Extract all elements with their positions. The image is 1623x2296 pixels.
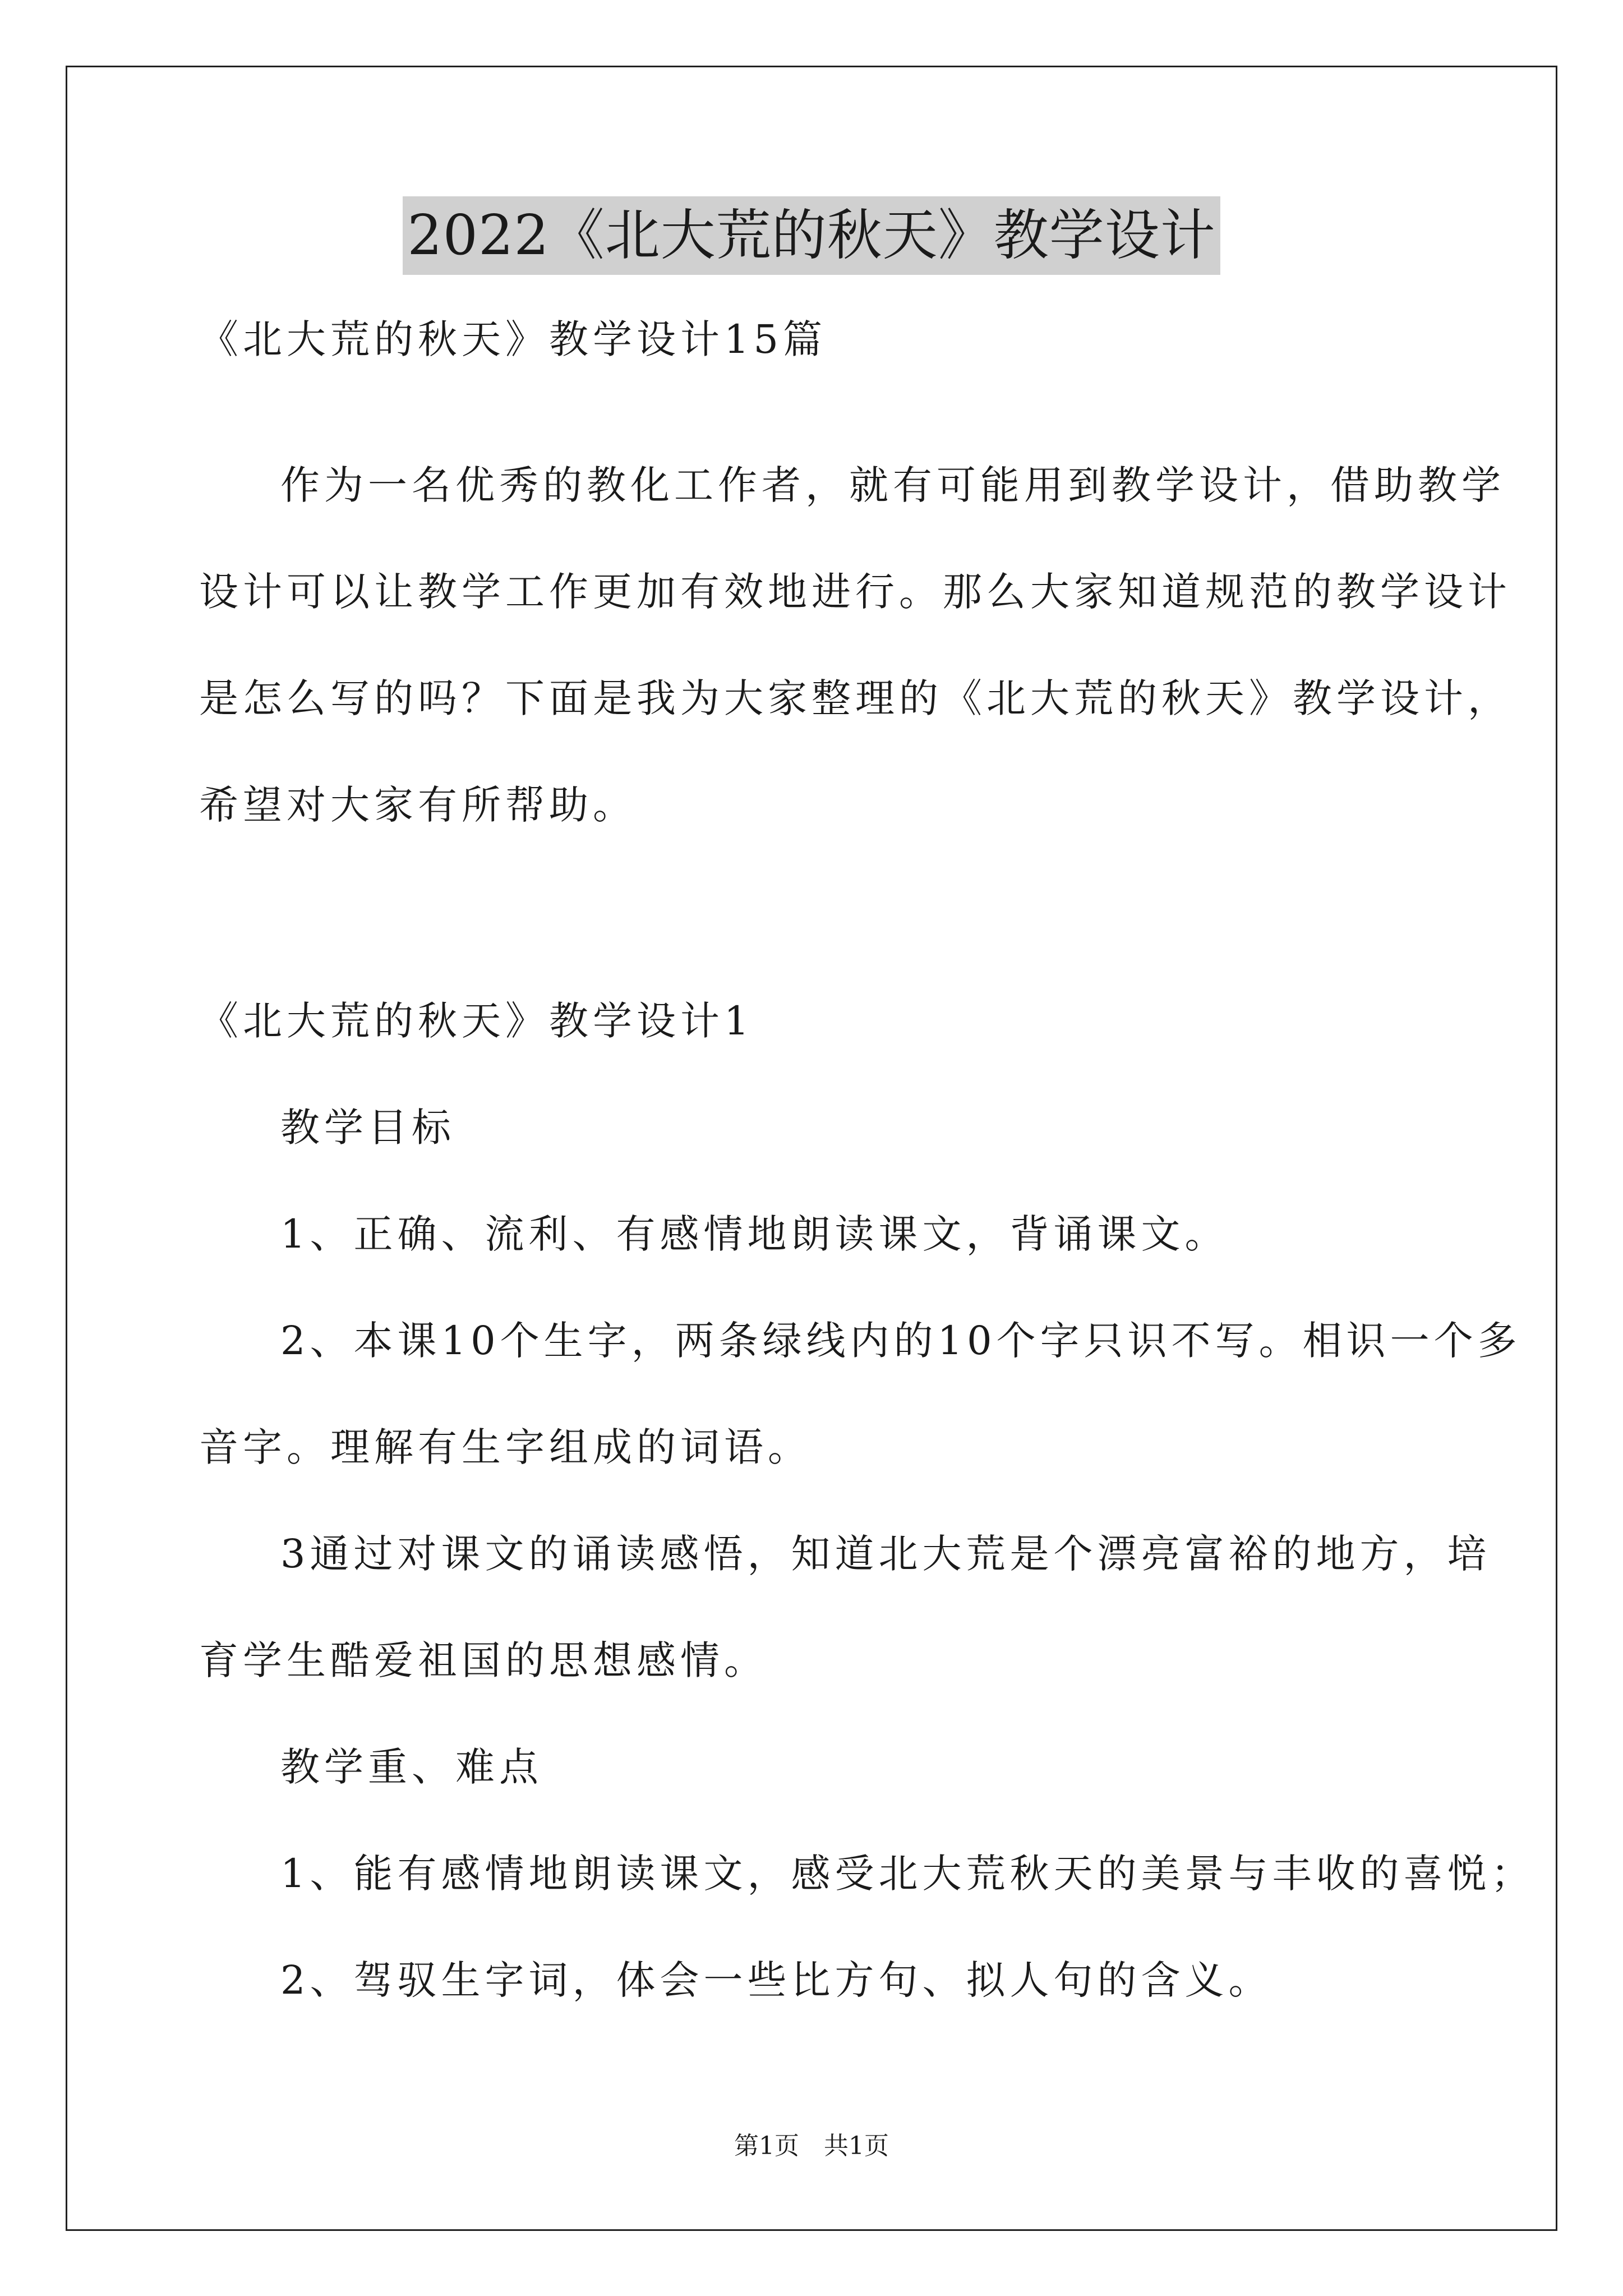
intro-line-4: 希望对大家有所帮助。: [199, 782, 637, 828]
objectives-heading: 教学目标: [280, 1105, 455, 1151]
title-container: [0, 196, 1623, 275]
document-title: 2022《北大荒的秋天》教学设计: [403, 196, 1220, 275]
objective-3-line-2: 育学生酷爱祖国的思想感情。: [199, 1637, 768, 1683]
section-title: 《北大荒的秋天》教学设计1: [199, 998, 754, 1044]
intro-line-3: 是怎么写的吗？下面是我为大家整理的《北大荒的秋天》教学设计，: [199, 675, 1511, 721]
key-points-heading: 教学重、难点: [280, 1744, 543, 1790]
intro-line-1: 作为一名优秀的教化工作者，就有可能用到教学设计，借助教学: [280, 462, 1505, 508]
objective-3-line-1: 3通过对课文的诵读感悟，知道北大荒是个漂亮富裕的地方，培: [280, 1531, 1491, 1577]
page-footer: 第1页 共1页: [734, 2132, 889, 2160]
key-point-1: 1、能有感情地朗读课文，感受北大荒秋天的美景与丰收的喜悦；: [280, 1851, 1535, 1897]
objective-2-line-2: 音字。理解有生字组成的词语。: [199, 1424, 811, 1470]
objective-1: 1、正确、流利、有感情地朗读课文，背诵课文。: [280, 1211, 1229, 1257]
key-point-2: 2、驾驭生字词，体会一些比方句、拟人句的含义。: [280, 1957, 1272, 2003]
document-subtitle: 《北大荒的秋天》教学设计15篇: [199, 316, 827, 362]
intro-line-2: 设计可以让教学工作更加有效地进行。那么大家知道规范的教学设计: [199, 569, 1511, 615]
objective-2-line-1: 2、本课10个生字，两条绿线内的10个字只识不写。相识一个多: [280, 1318, 1521, 1364]
